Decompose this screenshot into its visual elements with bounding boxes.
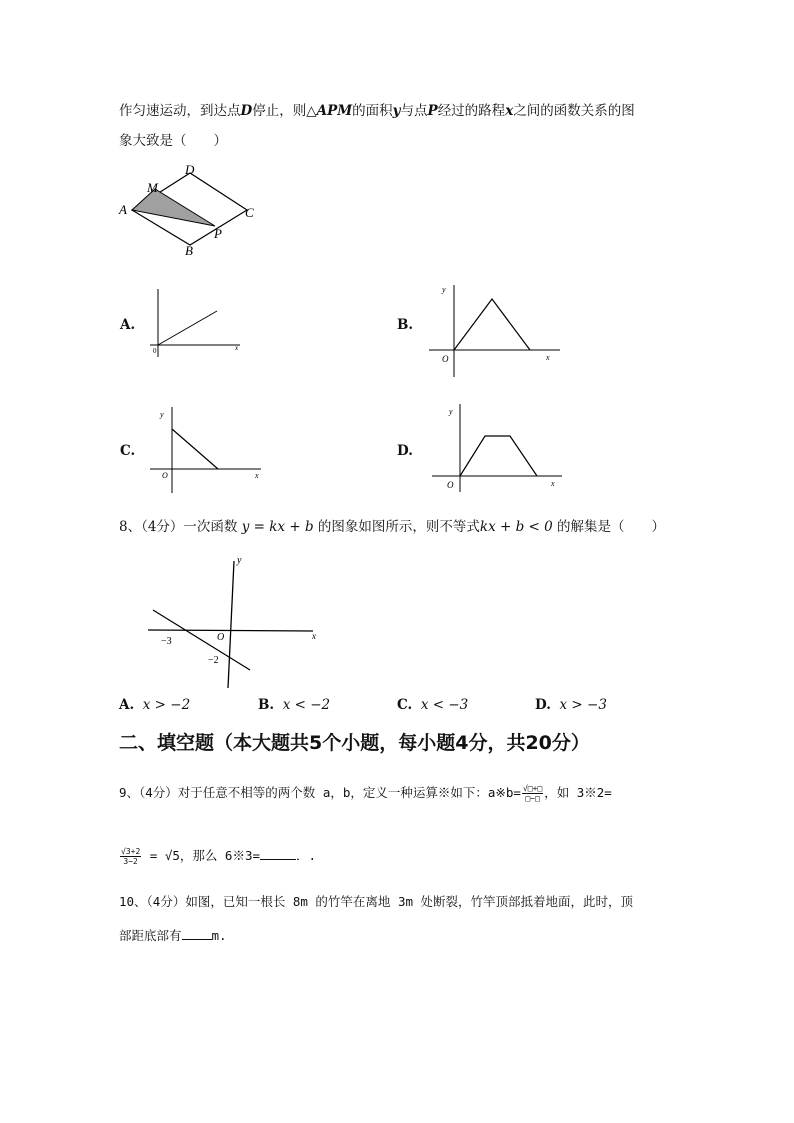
- label-M: M: [147, 180, 158, 195]
- svg-text:−3: −3: [161, 636, 172, 647]
- q7-option-a-graph: [145, 287, 245, 367]
- svg-text:O: O: [442, 354, 449, 364]
- svg-text:O: O: [217, 632, 225, 643]
- svg-text:0: 0: [153, 347, 157, 355]
- q9-answer-blank: [260, 859, 296, 860]
- svg-text:O: O: [447, 480, 454, 490]
- q9-line1: 9、（4分）对于任意不相等的两个数 a，b，定义一种运算※如下：a※b= $\frac{√□+□}{□-□}$ ，如 3※2=: [119, 784, 612, 803]
- q8-linear-graph: [148, 553, 338, 688]
- q10-answer-blank: [182, 939, 212, 940]
- q7-option-d-label: D.: [397, 443, 413, 459]
- svg-text:y: y: [442, 285, 446, 294]
- q7-option-c-label: C.: [120, 443, 136, 459]
- svg-text:x: x: [551, 479, 555, 488]
- q7-option-a-label: A.: [120, 317, 136, 333]
- q9-line2: $\frac{√3+2}{3-2}$ = √5，那么 6※3= ．.: [121, 847, 317, 866]
- q8-option-b: B. x < −2: [258, 697, 331, 713]
- q7-rhombus-figure: [115, 160, 275, 260]
- q10-line2: 部距底部有 m.: [119, 928, 227, 943]
- q9-definition-fraction: $\frac{√□+□}{□-□}$: [522, 784, 543, 803]
- label-P: P: [214, 226, 222, 241]
- svg-text:x: x: [312, 631, 316, 641]
- label-D: D: [185, 162, 195, 177]
- q8-option-a: A. x > −2: [119, 697, 191, 713]
- label-C: C: [245, 205, 254, 220]
- svg-text:x: x: [235, 344, 239, 352]
- q10-line1: 10、（4分）如图，已知一根长 8m 的竹竿在离地 3m 处断裂，竹竿顶部抵着地面，此时，顶: [119, 894, 634, 909]
- label-A: A: [119, 202, 127, 217]
- q7-option-b-graph: [425, 283, 565, 383]
- svg-text:y: y: [160, 410, 164, 419]
- label-B: B: [185, 243, 193, 258]
- q7-option-d-graph: [430, 402, 580, 497]
- q7-option-c-graph: [148, 405, 268, 495]
- q9-example-fraction: $\frac{√3+2}{3-2}$: [121, 847, 141, 866]
- section-heading: 二、填空题（本大题共5个小题，每小题4分，共20分）: [119, 732, 590, 754]
- q8-option-c: C. x < −3: [397, 697, 469, 713]
- q7-line1: 作匀速运动，到达点D停止，则△APM的面积y与点P经过的路程x之间的函数关系的图: [119, 103, 635, 119]
- svg-text:y: y: [449, 407, 453, 416]
- q7-option-b-label: B.: [397, 317, 414, 333]
- svg-text:−2: −2: [208, 655, 219, 666]
- q7-line2: 象大致是（ ）: [119, 133, 227, 149]
- svg-text:O: O: [162, 471, 168, 480]
- svg-text:x: x: [546, 353, 550, 362]
- svg-text:x: x: [255, 471, 259, 480]
- svg-text:y: y: [237, 555, 242, 566]
- q8-option-d: D. x > −3: [535, 697, 607, 713]
- q8-stem: 8、（4分）一次函数 y = kx + b 的图象如图所示，则不等式kx + b < 0 的解集是（ ）: [119, 519, 666, 535]
